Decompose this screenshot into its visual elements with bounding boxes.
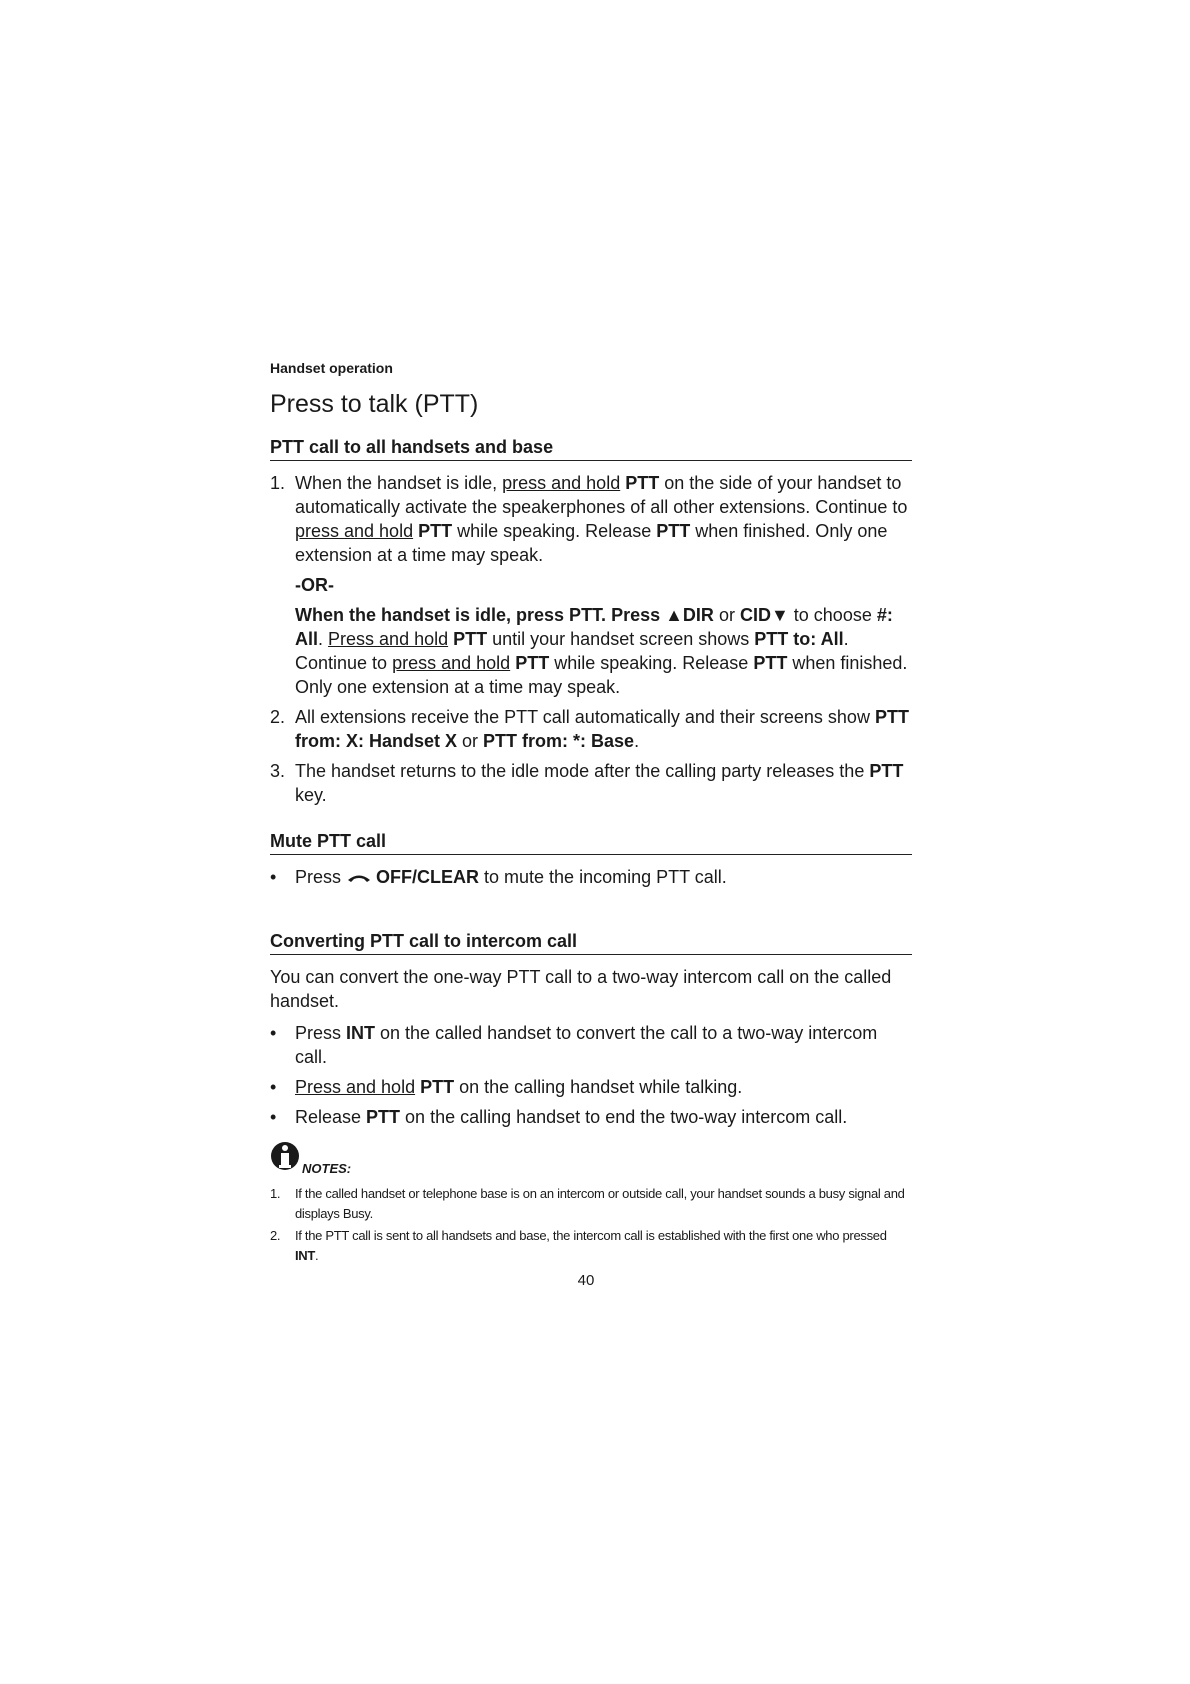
underline-text: Press and hold xyxy=(328,629,449,649)
text: to choose xyxy=(788,605,877,625)
underline-text: press and hold xyxy=(295,521,414,541)
key-dir: ▲DIR xyxy=(665,605,714,625)
text: on the called handset to convert the call to a two-way intercom call. xyxy=(295,1023,878,1067)
bullet: • xyxy=(270,867,277,887)
text: on the calling handset while talking. xyxy=(454,1077,743,1097)
text: Press xyxy=(295,867,347,887)
key-clear: CLEAR xyxy=(417,867,480,887)
notes-list xyxy=(270,1184,912,1266)
or-divider: -OR- xyxy=(295,575,334,595)
bold-text: When the handset is idle, press PTT. Press xyxy=(295,605,666,625)
list-item xyxy=(270,865,912,889)
phone-off-icon xyxy=(346,867,376,887)
screen-text: PTT to: All xyxy=(754,629,844,649)
text: . xyxy=(315,1248,319,1263)
list-item-text xyxy=(295,1075,742,1099)
note-number: 2. xyxy=(270,1228,281,1243)
underline-text: Press and hold xyxy=(295,1077,416,1097)
list-item xyxy=(270,1075,912,1099)
step-1 xyxy=(270,471,912,699)
note-number: 1. xyxy=(270,1186,281,1201)
text: . Continue to xyxy=(295,629,849,673)
text: . xyxy=(318,629,329,649)
text: on the side of your handset to automatically activate the speakerphones of all other extensions. Continue to xyxy=(295,473,908,517)
list-item-text xyxy=(295,1105,847,1129)
info-icon xyxy=(270,1139,300,1178)
note-item xyxy=(270,1184,912,1224)
text: The handset returns to the idle mode after the calling party releases the xyxy=(295,761,870,781)
ptt-all-steps xyxy=(270,471,912,807)
text: When the handset is idle, xyxy=(295,473,503,493)
key-ptt: PTT xyxy=(515,653,550,673)
step-content xyxy=(295,471,912,699)
section-heading-ptt-all: PTT call to all handsets and base xyxy=(270,437,912,461)
text: when finished. Only one extension at a time may speak. xyxy=(295,653,908,697)
key-int: INT xyxy=(346,1023,376,1043)
key-ptt: PTT xyxy=(869,761,904,781)
key-off: OFF/ xyxy=(376,867,418,887)
note-text: If the called handset or telephone base is on an intercom or outside call, your handset sounds a busy signal and displays Busy. xyxy=(295,1186,905,1221)
list-item xyxy=(270,1105,912,1129)
key-ptt: PTT xyxy=(420,1077,455,1097)
manual-page xyxy=(270,360,912,1289)
step-content xyxy=(295,759,912,807)
key-ptt: PTT xyxy=(418,521,453,541)
text: or xyxy=(713,605,740,625)
notes-header xyxy=(270,1139,912,1178)
list-item xyxy=(270,1021,912,1069)
step-3 xyxy=(270,759,912,807)
text: . xyxy=(634,731,640,751)
step-1-alternative xyxy=(295,603,912,699)
text: when finished. Only one extension at a time may speak. xyxy=(295,521,888,565)
key-ptt: PTT xyxy=(453,629,488,649)
text: If the PTT call is sent to all handsets and base, the intercom call is established with the first one who pressed xyxy=(295,1228,887,1243)
text: while speaking. Release xyxy=(549,653,754,673)
step-1-text xyxy=(295,471,912,567)
step-number: 1. xyxy=(270,473,286,493)
page-number: 40 xyxy=(577,1272,595,1289)
notes-title: NOTES: xyxy=(302,1161,352,1176)
step-number: 2. xyxy=(270,707,286,727)
text: to mute the incoming PTT call. xyxy=(479,867,727,887)
key-int: INT xyxy=(295,1248,316,1263)
step-2 xyxy=(270,705,912,753)
text: Press xyxy=(295,1023,347,1043)
convert-intro: You can convert the one-way PTT call to a two-way intercom call on the called handset. xyxy=(270,967,892,1011)
key-cid: CID▼ xyxy=(739,605,789,625)
bullet: • xyxy=(270,1107,277,1127)
text: until your handset screen shows xyxy=(487,629,755,649)
screen-text: PTT from: *: Base xyxy=(483,731,635,751)
note-item xyxy=(270,1226,912,1266)
key-ptt: PTT xyxy=(366,1107,401,1127)
section-label: Handset operation xyxy=(270,360,393,376)
bullet: • xyxy=(270,1023,277,1043)
mute-bullets xyxy=(270,865,912,889)
screen-text: PTT from: X: Handset X xyxy=(295,707,909,751)
page-title: Press to talk (PTT) xyxy=(270,390,479,418)
step-number: 3. xyxy=(270,761,286,781)
list-item-text xyxy=(295,865,727,889)
section-heading-mute: Mute PTT call xyxy=(270,831,912,855)
key-ptt: PTT xyxy=(753,653,788,673)
text: while speaking. Release xyxy=(452,521,657,541)
text: key. xyxy=(295,785,327,805)
screen-text: #: All xyxy=(295,605,893,649)
note-text xyxy=(295,1226,912,1266)
text: or xyxy=(457,731,484,751)
convert-bullets xyxy=(270,1021,912,1129)
key-ptt: PTT xyxy=(625,473,660,493)
list-item-text xyxy=(295,1021,912,1069)
text: Release xyxy=(295,1107,367,1127)
bullet: • xyxy=(270,1077,277,1097)
key-ptt: PTT xyxy=(656,521,691,541)
section-heading-convert: Converting PTT call to intercom call xyxy=(270,931,912,955)
spacer xyxy=(270,895,912,931)
step-content xyxy=(295,705,912,753)
underline-text: press and hold xyxy=(392,653,511,673)
spacer xyxy=(270,813,912,831)
text: on the calling handset to end the two-way intercom call. xyxy=(400,1107,848,1127)
underline-text: press and hold xyxy=(502,473,621,493)
text: All extensions receive the PTT call automatically and their screens show xyxy=(295,707,875,727)
